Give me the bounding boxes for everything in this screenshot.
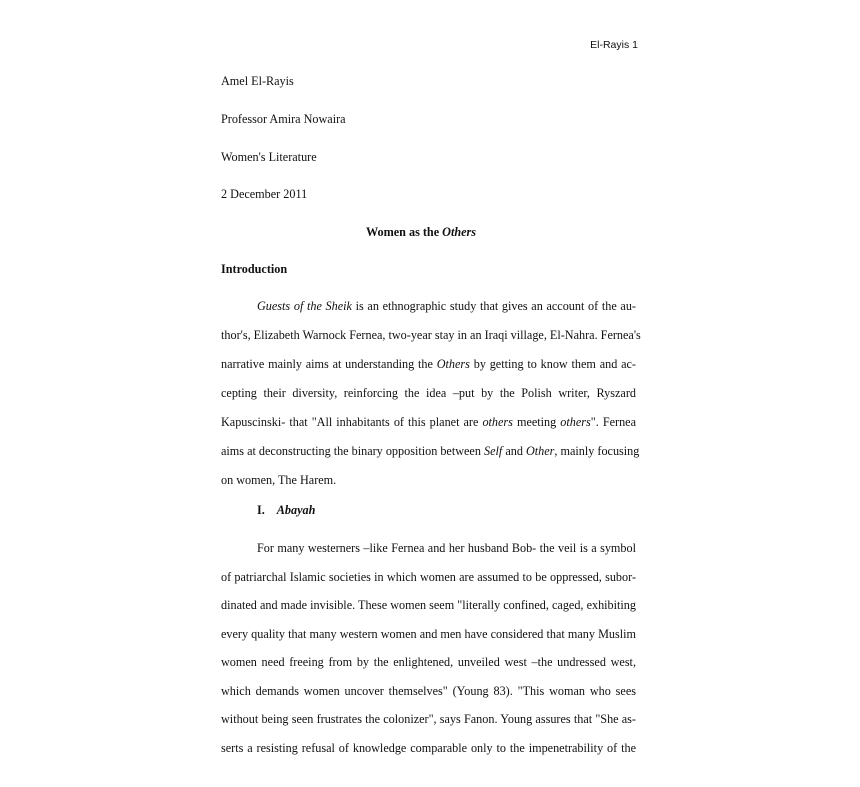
text-run: serts a resisting refusal of knowledge comparable only to the impenetrability of the [221,740,636,755]
text-run: is an ethnographic study that gives an account of the au- [351,299,636,313]
paper-title-prefix: Women as the [366,225,443,239]
text-line [221,598,636,612]
italic-run: others [560,415,591,429]
text-line [221,415,636,429]
text-line [221,444,640,458]
professor-name: Professor Amira Nowaira [221,112,346,126]
text-line [221,684,636,698]
text-run: meeting [512,415,561,429]
text-run: of patriarchal Islamic societies in which women are assumed to be oppressed, subor- [221,569,636,584]
section-title: Abayah [276,503,316,517]
text-line [221,655,636,669]
text-line [221,627,636,641]
section-heading [257,503,315,517]
text-run: For many westerners –like Fernea and her husband Bob- the veil is a symbol [257,541,636,555]
text-run: ". Fernea [590,415,636,429]
text-run: dinated and made invisible. These women seem "literally confined, caged, exhibiting [221,598,636,612]
text-run: narrative mainly aims at understanding the [221,357,437,371]
text-run: , mainly focusing [554,444,640,458]
section-number: I. [257,503,265,517]
running-head: El-Rayis 1 [590,39,638,51]
text-run: aims at deconstructing the binary opposition between [221,444,484,458]
text-line [257,299,636,313]
text-run: Kapuscinski- that "All inhabitants of this planet are [221,415,483,429]
paper-title [366,225,476,239]
italic-run: Guests of the Sheik [257,299,352,313]
text-line [221,712,636,726]
text-line [221,473,636,487]
course-name: Women's Literature [221,150,317,164]
italic-run: others [482,415,513,429]
text-run: thor's, Elizabeth Warnock Fernea, two-year stay in an Iraqi village, El-Nahra. Fernea's [221,328,641,342]
text-run: women need freeing from by the enlightened, unveiled west –the undressed west, [221,655,636,669]
text-line [221,328,641,342]
italic-run: Others [436,357,470,371]
text-line [257,541,636,555]
intro-heading: Introduction [221,262,288,276]
text-run: on women, The Harem. [221,473,337,487]
text-run: by getting to know them and ac- [469,357,636,371]
text-line [221,741,636,755]
italic-run: Other [525,444,555,458]
text-run: every quality that many western women and men have considered that many Muslim [221,626,636,641]
text-line [221,386,636,400]
text-line [221,357,636,371]
paper-title-italic: Others [442,225,477,239]
text-run: which demands women uncover themselves" (Young 83). "This woman who sees [221,683,636,698]
author-name: Amel El-Rayis [221,74,294,88]
text-line [221,570,636,584]
text-run: without being seen frustrates the colonizer", says Fanon. Young assures that "She as- [221,712,636,726]
text-run: and [502,444,526,458]
text-run: cepting their diversity, reinforcing the idea –put by the Polish writer, Ryszard [221,386,636,400]
date: 2 December 2011 [221,187,308,201]
italic-run: Self [483,444,503,458]
